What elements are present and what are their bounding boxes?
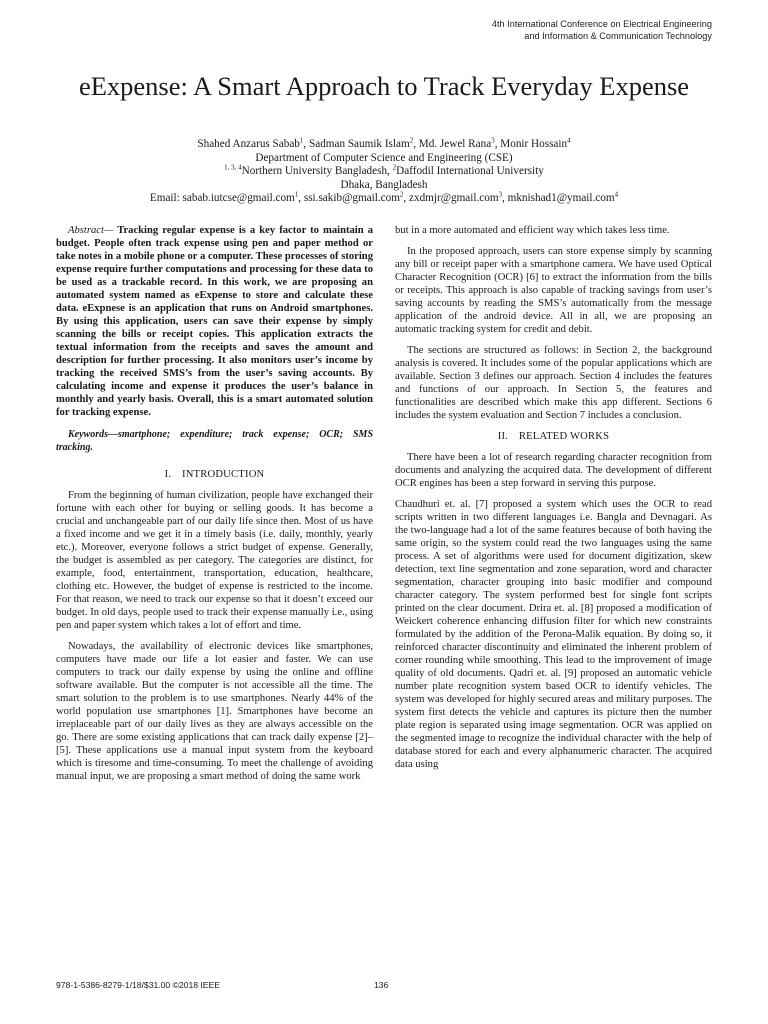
section-heading-related-works: II. RELATED WORKS: [497, 431, 610, 442]
affiliation-marks-1: 1, 3, 4: [224, 163, 242, 172]
email-1: sabab.iutcse@gmail.com: [182, 192, 295, 205]
affiliation-2: Daffodil International University: [396, 165, 544, 178]
abstract-text: Tracking regular expense is a key factor to maintain a budget. People often track expense using pen and paper method or take notes in a mobile phone or a computer. These processes of storing expense require further computations and processing for these data to be used as a trackable record. In this work, we are proposing an automated system named as eExpense to store and calculate these data. eExpnese is an application that runs on Android smartphones. By using this application, users can save their expense by simply scanning the bills or receipt copies. This application extracts the textual information from the receipts and saves the amount and description for further processing. It also monitors user’s income by tracking the received SMS’s from the user’s saving accounts. By calculating income and expense it produces the user’s balance in monthly and yearly basis. Overall, this is a smart automated solution for tracking expense.: [56, 225, 373, 418]
author-block: [40, 138, 728, 206]
abstract: [56, 224, 373, 419]
author-1: Shahed Anzarus Sabab: [197, 138, 300, 150]
paragraph: There have been a lot of research regarding character recognition from documents and analyzing the acquired data. The development of different OCR engines has been a step forward in serving this purpose.: [395, 452, 712, 489]
affiliation-mark-2: 2: [392, 163, 397, 172]
author-3: Md. Jewel Rana: [418, 138, 492, 150]
keywords: Keywords—smartphone; expenditure; track expense; OCR; SMS tracking.: [56, 429, 373, 453]
author-names: Shahed Anzarus Sabab$^1$, Sadman Saumik Islam$^2$, Md. Jewel Rana$^3$, Monir Hossain$^4$: [197, 136, 571, 150]
conference-line-2: and Information & Communication Technology: [524, 31, 712, 41]
page-number: 136: [374, 980, 389, 990]
conference-header: [492, 18, 712, 42]
paragraph: Nowadays, the availability of electronic devices like smartphones, computers have made our life a lot easier and faster. We can use computers to track our daily expense by using the online and offline software available. But the computer is not accessible all the time. The smart solution to the problem is to use smartphones. Nearly 44% of the world population use smartphones [1]. Smartphones have become an irreplaceable part of our daily lives as they are always accessible on the go. There are some existing applications that can track daily expense [2]–[5]. These applications use a manual input system from the keyboard which is tiresome and time-consuming. To meet the challenge of avoiding manual input, we are proposing a smart method of doing the same work: [56, 641, 373, 782]
paper-title: eExpense: A Smart Approach to Track Everyday Expense: [78, 71, 690, 101]
conference-line-1: 4th International Conference on Electrical Engineering: [491, 19, 712, 29]
paragraph: In the proposed approach, users can store expense simply by scanning any bill or receipt paper with a smartphone camera. We have used Optical Character Recognition (OCR) [6] to extract the information from the bills or receipts. This approach is also capable of tracking savings from user’s saving accounts by reading the SMS’s automatically from the message application of the android device. All in all, we are proposing an automatic tracking system for credit and debit.: [395, 246, 712, 335]
author-2: Sadman Saumik Islam: [309, 138, 410, 150]
section-heading-introduction: I. INTRODUCTION: [164, 469, 265, 480]
author-4: Monir Hossain: [500, 138, 568, 150]
paragraph: The sections are structured as follows: in Section 2, the background analysis is covered. It includes some of the popular applications which are available. Section 3 defines our approach. Section 4 includes the features and functions of our approach. In Section 5, the features and functionalities are described which make this app different. Sections 6 includes the system evaluation and Section 7 includes a conclusion.: [395, 345, 712, 421]
email-4: mknishad1@ymail.com: [507, 192, 615, 205]
city: Dhaka, Bangladesh: [340, 178, 428, 191]
abstract-lead: Abstract—: [68, 225, 114, 236]
affiliations: [40, 165, 728, 179]
email-3: zxdmjr@gmail.com: [409, 192, 499, 205]
right-column: [395, 224, 712, 779]
email-label: Email:: [149, 192, 183, 205]
paragraph-continuation: but in a more automated and efficient way which takes less time.: [395, 225, 670, 236]
paragraph: From the beginning of human civilization, people have exchanged their fortune with each other for buying or selling goods. It has become a crucial and unchangeable part of our daily life since then. Most of us have a fixed income and we get it in a timely basis (i.e. daily, monthly, yearly etc.). Moreover, everyone follows a strict budget of expense. Generally, the budget is assembled as per category. The categories are distinct, for example, food, entertainment, transportation, education, healthcare, clothing etc. However, the budget of expense is restricted to the income. For that reason, we need to track our expense so that it doesn’t exceed our budget. In old days, people used to track their expense manually i.e., using pen and paper system which takes a lot of effort and time.: [56, 490, 373, 631]
footer-isbn: 978-1-5386-8279-1/18/$31.00 ©2018 IEEE: [56, 980, 221, 990]
email-2: ssi.sakib@gmail.com: [303, 192, 400, 205]
paragraph: Chaudhuri et. al. [7] proposed a system which uses the OCR to read scripts written in two different languages i.e. Bangla and Devnagari. As the two-language had a lot of the same features because of both having the same origin, so the system could read the two languages using the same process. A set of algorithms were used for document digitization, skew detection, text line segmentation and zone separation, word and character segmentation, character grouping into basic modifier and compound character category. The system performed best for single font scripts printed on the clear document. Drira et. al. [8] proposed a modification of Weickert coherence enhancing diffusion filter for which new constraints formulated by the addition of the Perona-Malik equation. By doing so, it reinforced character discontinuity and eliminated the inherent problem of corner rounding while smoothing. This lead to the improvement of image quality of old documents. Qadri et. al. [9] proposed an automatic vehicle number plate recognition system based OCR to identify vehicles. The system was developed for highly secured areas and military purposes. The system first detects the vehicle and captures its picture then the number plate region is separated using image segmentation. OCR was applied on the segmented image to recognize the individual character with the help of database stored for each and every alphanumeric character. The acquired data using: [395, 499, 712, 770]
emails: Email: sabab.iutcse@gmail.com$^1$, ssi.sakib@gmail.com$^2$, zxdmjr@gmail.com$^3$, mknishad1@ymail.com$^4$: [149, 190, 619, 205]
department: Department of Computer Science and Engineering (CSE): [255, 151, 513, 164]
left-column: [56, 224, 373, 791]
affiliation-1: Northern University Bangladesh,: [241, 165, 393, 178]
